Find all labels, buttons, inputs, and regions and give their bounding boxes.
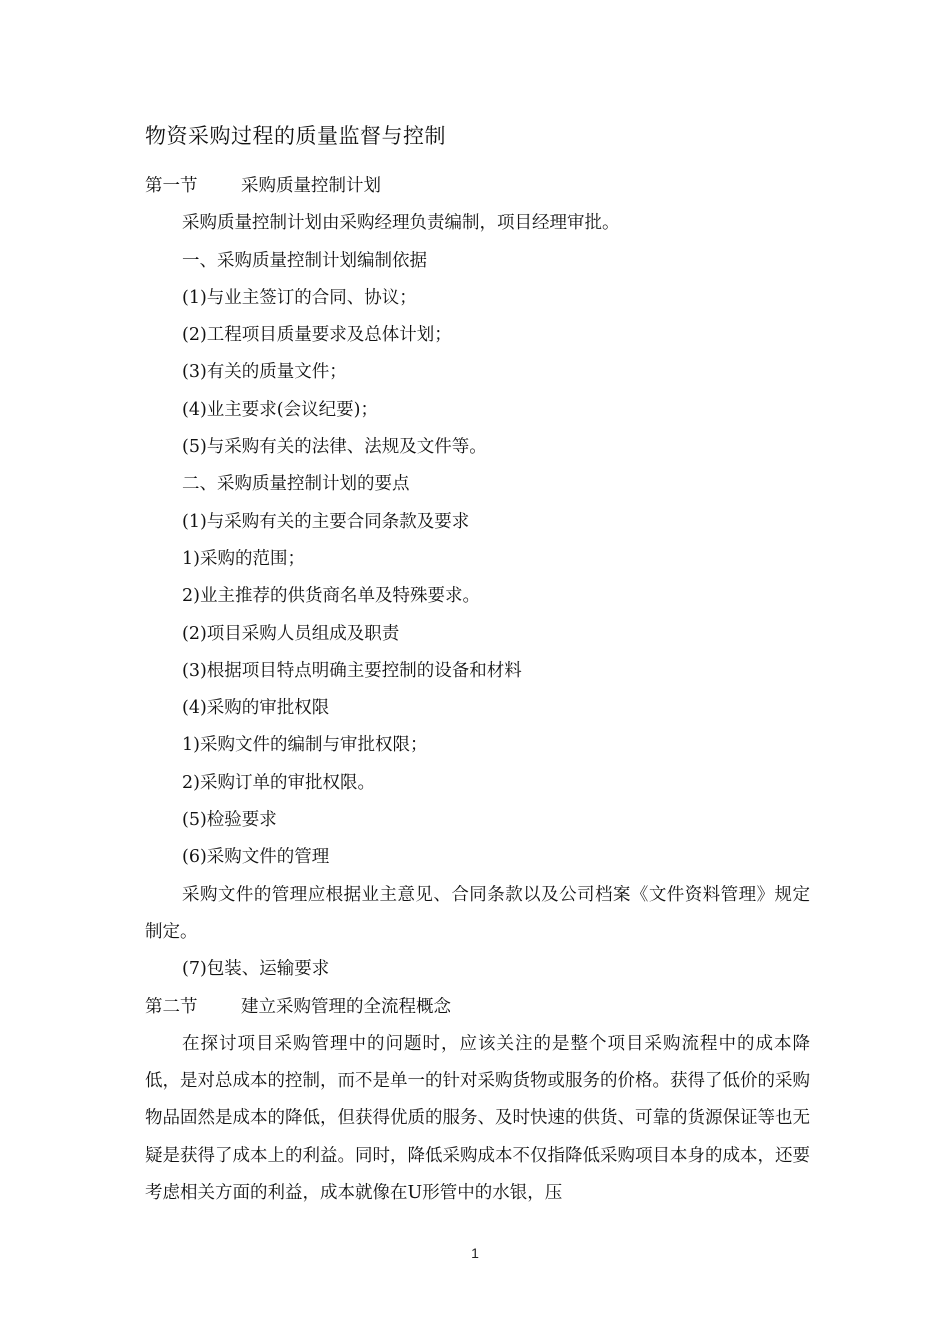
section-title: 建立采购管理的全流程概念 (241, 996, 451, 1017)
list-item: (4)业主要求(会议纪要)； (182, 399, 378, 420)
paragraph-line: 采购质量控制计划由采购经理负责编制，项目经理审批。 (182, 213, 620, 234)
section-heading-1 (145, 168, 810, 205)
list-item: (4)采购的审批权限 (182, 698, 330, 719)
list-item: 1)采购的范围； (182, 548, 305, 569)
list-item: (1)与采购有关的主要合同条款及要求 (182, 511, 470, 532)
subheading-key-points: 二、采购质量控制计划的要点 (182, 474, 410, 495)
list-item: 2)业主推荐的供货商名单及特殊要求。 (182, 586, 480, 607)
list-item: (3)有关的质量文件； (182, 362, 347, 383)
list-item: (7)包装、运输要求 (182, 959, 330, 980)
section-heading-2 (145, 989, 810, 1026)
list-item: (1)与业主签订的合同、协议； (182, 287, 417, 308)
list-item: (5)与采购有关的法律、法规及文件等。 (182, 437, 487, 458)
document-title: 物资采购过程的质量监督与控制 (145, 124, 446, 148)
list-item: (2)工程项目质量要求及总体计划； (182, 325, 452, 346)
list-item: (6)采购文件的管理 (182, 847, 330, 868)
list-item: 1)采购文件的编制与审批权限； (182, 735, 428, 756)
list-item: 2)采购订单的审批权限。 (182, 772, 375, 793)
paragraph-document-management: 采购文件的管理应根据业主意见、合同条款以及公司档案《文件资料管理》规定制定。 (145, 884, 810, 942)
list-item: (3)根据项目特点明确主要控制的设备和材料 (182, 660, 522, 681)
paragraph-full-process: 在探讨项目采购管理中的问题时，应该关注的是整个项目采购流程中的成本降低，是对总成本的控制，而不是单一的针对采购货物或服务的价格。获得了低价的采购物品固然是成本的降低，但获得优质的服务、及时快速的供货、可靠的货源保证等也无疑是获得了成本上的利益。同时，降低采购成本不仅指降低采购项目本身的成本，还要考虑相关方面的利益，成本就像在U形管中的水银，压 (145, 1033, 810, 1204)
list-item: (5)检验要求 (182, 810, 277, 831)
list-item: (2)项目采购人员组成及职责 (182, 623, 400, 644)
section-title: 采购质量控制计划 (241, 176, 381, 196)
section-number: 第一节 (145, 176, 198, 196)
page-number: 1 (471, 1245, 479, 1261)
section-number: 第二节 (145, 996, 198, 1017)
document-body (145, 118, 810, 1212)
subheading-basis: 一、采购质量控制计划编制依据 (182, 250, 427, 271)
